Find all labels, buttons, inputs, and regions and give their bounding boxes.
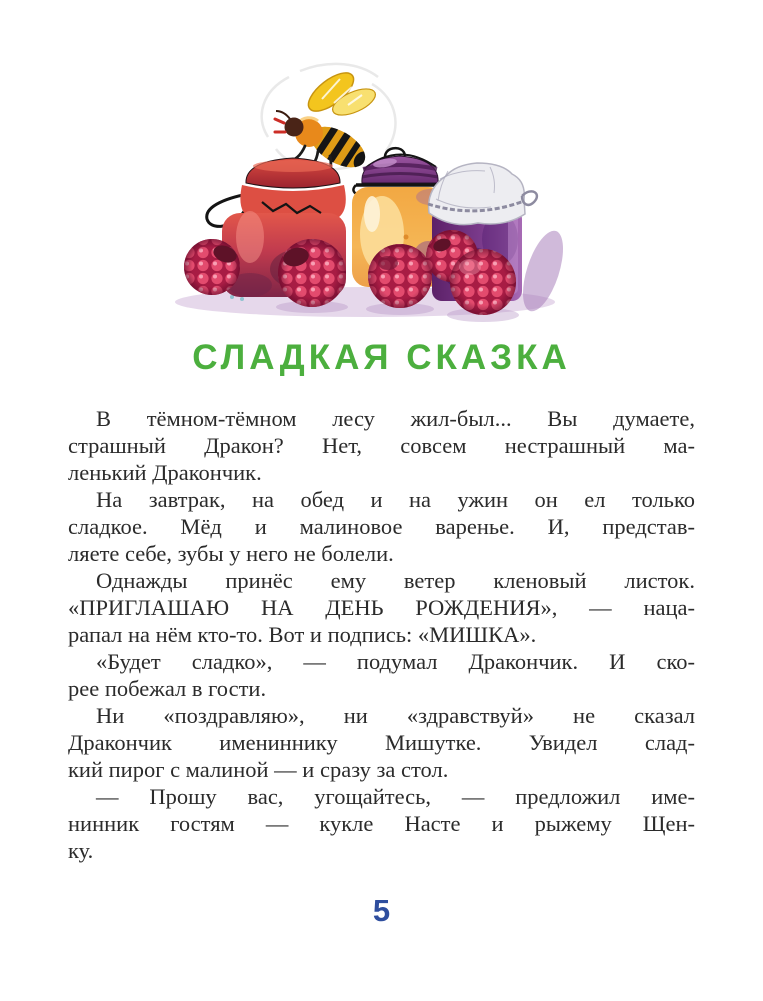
story-text	[68, 405, 695, 864]
page-title: СЛАДКАЯ СКАЗКА	[192, 338, 571, 377]
page-number: 5	[372, 893, 391, 928]
text-line: ляете себе, зубы у него не болели.	[68, 541, 394, 566]
text-line: — Прошу вас, угощайтесь, — предложил име-	[96, 784, 695, 809]
raspberry	[184, 239, 240, 295]
text-line: «ПРИГЛАШАЮ НА ДЕНЬ РОЖДЕНИЯ», — наца-	[68, 595, 695, 620]
text-line: рее побежал в гости.	[68, 676, 267, 701]
text-line: рапал на нём кто-то. Вот и подпись: «МИШКА».	[68, 622, 537, 647]
text-line: кий пирог с малиной — и сразу за стол.	[68, 757, 449, 782]
text-line: «Будет сладко», — подумал Дракончик. И ско-	[96, 649, 695, 674]
raspberry	[368, 244, 432, 308]
text-line: В тёмном-тёмном лесу жил-был... Вы думаете,	[96, 406, 695, 431]
text-line: сладкое. Мёд и малиновое варенье. И, представ-	[68, 514, 695, 539]
raspberry	[450, 249, 516, 315]
text-line: нинник гостям — кукле Насте и рыжему Щен-	[68, 811, 695, 836]
text-line: страшный Дракон? Нет, совсем нестрашный ма-	[68, 433, 695, 458]
text-line: ленький Дракончик.	[68, 460, 262, 485]
text-line: Ни «поздравляю», ни «здравствуй» не сказал	[96, 703, 695, 728]
illustration	[150, 58, 620, 330]
raspberry	[278, 239, 346, 307]
text-line: ку.	[68, 838, 94, 863]
text-line: На завтрак, на обед и на ужин он ел только	[96, 487, 695, 512]
text-line: Однажды принёс ему ветер кленовый листок.	[96, 568, 695, 593]
text-line: Дракончик имениннику Мишутке. Увидел слад-	[68, 730, 695, 755]
